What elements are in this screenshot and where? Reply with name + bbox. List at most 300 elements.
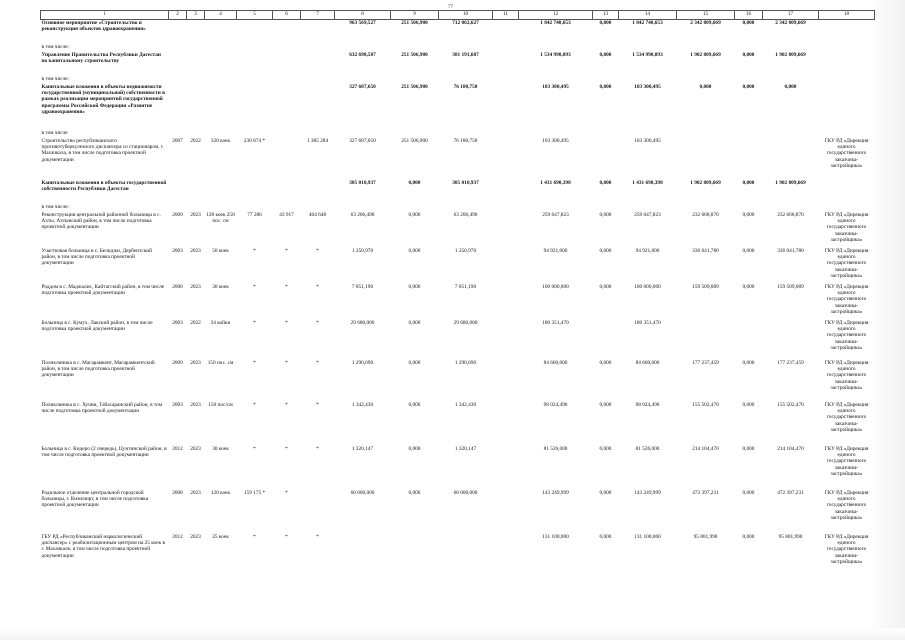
table-cell: [593, 138, 619, 180]
table-cell: [301, 130, 335, 138]
table-cell: [493, 138, 519, 180]
table-cell: [493, 248, 519, 284]
row-label: Строительство республиканского противотуберкулезного диспансера со стационаром, г. Махачкала, в том числе подготовка проектной документации: [41, 137, 164, 163]
table-row: [41, 402, 875, 446]
table-cell: 143 249,999: [634, 489, 661, 496]
table-cell: 2023: [190, 211, 201, 218]
table-cell: 1 250,970: [351, 247, 374, 254]
table-cell: [819, 130, 875, 138]
table-cell: [819, 204, 875, 212]
table-cell: 1 431 690,398: [632, 179, 663, 186]
table-cell: [763, 130, 819, 138]
table-cell: 1 290,690: [454, 359, 477, 366]
table-cell: 43 917: [279, 211, 294, 218]
table-cell: [493, 20, 519, 44]
table-row: [41, 180, 875, 204]
table-cell: 251 506,900: [401, 83, 428, 90]
table-cell: [493, 76, 519, 84]
column-header: 18: [819, 11, 875, 20]
column-header: 11: [493, 11, 519, 20]
table-cell: [205, 44, 237, 52]
table-cell: 1 842 740,653: [540, 20, 571, 26]
table-cell: 712 062,627: [452, 20, 479, 26]
table-cell: [169, 204, 187, 212]
column-header: 2: [169, 11, 187, 20]
table-cell: [619, 130, 677, 138]
table-cell: 150 пос. см: [207, 359, 234, 366]
table-cell: [335, 76, 391, 84]
column-header: 14: [619, 11, 677, 20]
table-cell: [237, 20, 273, 44]
table-cell: 29 680,000: [453, 319, 478, 326]
table-cell: 1 342,430: [454, 401, 477, 408]
table-cell: 100 000,000: [634, 283, 661, 290]
table-cell: 232 668,870: [777, 211, 804, 218]
table-cell: *: [316, 283, 319, 290]
table-cell: 0,000: [742, 445, 755, 452]
table-row: [41, 212, 875, 248]
table-cell: [187, 180, 205, 204]
table-cell: [677, 130, 735, 138]
table-cell: 0,000: [742, 401, 755, 408]
table-cell: [735, 204, 763, 212]
table-cell: [763, 320, 819, 360]
table-cell: [187, 130, 205, 138]
table-cell: *: [316, 319, 319, 326]
row-label: Роддом в с. Маджалис, Кайтагский район, в том числе подготовка проектной документации: [41, 283, 165, 296]
table-cell: 0,000: [742, 533, 755, 540]
table-row: [41, 284, 875, 320]
table-cell: [391, 130, 439, 138]
table-cell: 0,000: [408, 211, 421, 218]
table-cell: 0,000: [742, 179, 755, 186]
row-label: Родильное отделение центральной городской больницы, г. Кизилюрт, в том числе подготовка проектной документации: [41, 489, 149, 509]
table-row: [41, 446, 875, 490]
table-cell: [439, 130, 493, 138]
table-cell: 2022: [190, 319, 201, 326]
table-cell: 1 902 809,669: [775, 51, 806, 58]
table-cell: 0,000: [408, 359, 421, 366]
table-cell: [205, 20, 237, 44]
column-header: 6: [273, 11, 301, 20]
table-cell: 2023: [190, 533, 201, 540]
table-cell: 2009: [172, 359, 183, 366]
table-cell: ГКУ РД «Дирекция единого государственного заказчика-застройщика»: [824, 533, 869, 566]
row-label: Поликлиника в с. Магарамкент, Магарамкентский район, в том числе подготовка проектной документации: [41, 359, 155, 379]
table-cell: [493, 402, 519, 446]
table-cell: 63 206,490: [350, 211, 375, 218]
table-cell: 0,000: [599, 401, 612, 408]
table-cell: 320 коек: [210, 137, 231, 144]
table-cell: [169, 20, 187, 44]
table-cell: [593, 130, 619, 138]
table-cell: [205, 52, 237, 76]
table-cell: 0,000: [742, 283, 755, 290]
table-cell: 2012: [172, 533, 183, 540]
table-cell: [169, 180, 187, 204]
table-cell: *: [285, 445, 288, 452]
table-cell: [273, 130, 301, 138]
column-header: 7: [301, 11, 335, 20]
table-body: [41, 20, 875, 578]
table-cell: [493, 534, 519, 578]
table-cell: 0,000: [599, 179, 612, 186]
table-cell: 251 506,900: [401, 20, 428, 26]
column-header: 8: [335, 11, 391, 20]
table-cell: [205, 130, 237, 138]
table-cell: [301, 76, 335, 84]
table-cell: 0,000: [599, 359, 612, 366]
table-cell: 2012: [172, 445, 183, 452]
table-cell: 180 351,470: [542, 319, 569, 326]
table-cell: [493, 446, 519, 490]
table-cell: [301, 490, 335, 534]
table-cell: *: [253, 533, 256, 540]
table-cell: *: [285, 359, 288, 366]
table-cell: [493, 360, 519, 402]
column-header: 12: [519, 11, 593, 20]
table-cell: 77 286: [247, 211, 262, 218]
row-label: Капитальные вложения в объекты недвижимости государственной (муниципальной) собственности в рамках реализации мероприятий государственной программы Российской Федерации «Развитие здравоохранения»: [41, 83, 165, 116]
table-cell: [819, 20, 875, 44]
table-cell: 30 коек: [212, 445, 229, 452]
table-cell: 60 000,000: [453, 489, 478, 496]
table-cell: 1 534 990,893: [632, 51, 663, 58]
table-row: [41, 52, 875, 76]
table-cell: ГКУ РД «Дирекция единого государственного заказчика-застройщика»: [824, 211, 869, 244]
row-label: Поликлиника в с. Хучни, Табасаранский район, в том числе подготовка проектной документации: [41, 401, 163, 414]
table-cell: [169, 52, 187, 76]
column-header: 4: [205, 11, 237, 20]
table-cell: 0,000: [408, 179, 421, 186]
table-cell: *: [285, 489, 288, 496]
table-cell: [335, 534, 391, 578]
table-cell: 0,000: [599, 83, 612, 90]
table-cell: 1 250,970: [454, 247, 477, 254]
table-cell: ГКУ РД «Дирекция единого государственного заказчика-застройщика»: [824, 401, 869, 434]
table-cell: [677, 76, 735, 84]
table-cell: [187, 84, 205, 130]
table-cell: [273, 84, 301, 130]
table-cell: *: [316, 533, 319, 540]
table-cell: [237, 44, 273, 52]
table-cell: 2008: [172, 283, 183, 290]
table-cell: 1 902 809,669: [775, 179, 806, 186]
table-cell: *: [285, 247, 288, 254]
table-cell: [493, 52, 519, 76]
row-label: Основное мероприятие «Строительство и реконструкция объектов здравоохранения»: [41, 20, 146, 33]
table-cell: 2023: [190, 359, 201, 366]
table-cell: 180 351,470: [634, 319, 661, 326]
table-cell: [335, 44, 391, 52]
table-row: [41, 76, 875, 84]
table-cell: [237, 130, 273, 138]
table-cell: [619, 44, 677, 52]
table-cell: 1 320,147: [351, 445, 374, 452]
table-cell: [237, 52, 273, 76]
table-cell: 29 680,000: [350, 319, 375, 326]
table-cell: 98 024,496: [635, 401, 660, 408]
table-cell: 2008: [172, 489, 183, 496]
table-cell: [763, 76, 819, 84]
table-cell: 0,000: [599, 211, 612, 218]
table-cell: [301, 52, 335, 76]
table-cell: 1 902 809,669: [690, 51, 721, 58]
table-cell: 2023: [190, 401, 201, 408]
table-cell: 81 526,000: [635, 445, 660, 452]
table-cell: 305 010,937: [349, 179, 376, 186]
column-header: 17: [763, 11, 819, 20]
table-cell: *: [253, 401, 256, 408]
table-cell: [187, 76, 205, 84]
table-cell: [493, 212, 519, 248]
table-cell: [593, 44, 619, 52]
table-row: [41, 84, 875, 130]
table-cell: [301, 84, 335, 130]
table-row: [41, 44, 875, 52]
table-cell: [493, 320, 519, 360]
table-cell: [391, 44, 439, 52]
table-cell: [205, 180, 237, 204]
table-cell: 100 000,000: [542, 283, 569, 290]
table-cell: 0,000: [599, 20, 612, 26]
table-cell: 0,000: [599, 283, 612, 290]
row-label: в том числе: [41, 129, 68, 136]
table-cell: 0,000: [599, 489, 612, 496]
table-cell: 1 842 740,653: [632, 20, 663, 26]
table-cell: ГКУ РД «Дирекция единого государственного заказчика-застройщика»: [824, 319, 869, 352]
table-cell: 336 041,780: [777, 247, 804, 254]
table-cell: 0,000: [408, 489, 421, 496]
table-cell: [763, 138, 819, 180]
table-cell: 159 509,089: [777, 283, 804, 290]
table-cell: [593, 320, 619, 360]
table-row: [41, 248, 875, 284]
table-cell: [205, 76, 237, 84]
table-cell: 1 902 809,669: [690, 179, 721, 186]
table-cell: 2007: [172, 137, 183, 144]
table-cell: [273, 180, 301, 204]
table-cell: [335, 130, 391, 138]
table-cell: *: [316, 445, 319, 452]
table-cell: 305 010,937: [452, 179, 479, 186]
table-cell: 0,000: [784, 83, 797, 90]
table-cell: 131 100,000: [634, 533, 661, 540]
table-cell: 84 660,000: [635, 359, 660, 366]
table-cell: [493, 130, 519, 138]
table-cell: 404 648: [308, 211, 327, 218]
table-cell: [301, 180, 335, 204]
table-cell: ГКУ РД «Дирекция единого государственного заказчика-застройщика»: [824, 137, 869, 170]
table-cell: 1 342,430: [351, 401, 374, 408]
table-cell: ГКУ РД «Дирекция единого государственного заказчика-застройщика»: [824, 489, 869, 522]
table-cell: 95 801,990: [778, 533, 803, 540]
table-cell: 963 569,527: [349, 20, 376, 26]
table-cell: 76 180,750: [453, 137, 478, 144]
table-cell: [593, 204, 619, 212]
table-cell: [439, 534, 493, 578]
column-header: 16: [735, 11, 763, 20]
table-cell: 2009: [172, 211, 183, 218]
table-cell: [519, 44, 593, 52]
table-cell: *: [316, 359, 319, 366]
table-cell: [169, 84, 187, 130]
table-cell: [273, 138, 301, 180]
table-cell: [187, 204, 205, 212]
table-cell: *: [316, 247, 319, 254]
row-label: Капитальные вложения в объекты государственной собственности Республики Дагестан: [41, 179, 167, 192]
table-cell: 120 коек: [210, 489, 231, 496]
table-cell: [187, 52, 205, 76]
row-label: Больница в с. Кидеро (2 очередь), Цунтинский район, в том числе подготовка проектной документации: [41, 445, 167, 458]
table-cell: 177 237,459: [692, 359, 719, 366]
table-cell: 0,000: [742, 489, 755, 496]
table-cell: [619, 204, 677, 212]
table-cell: 0,000: [742, 247, 755, 254]
table-cell: 34 койки: [210, 319, 231, 326]
table-cell: *: [253, 445, 256, 452]
table-cell: [819, 52, 875, 76]
table-cell: [493, 180, 519, 204]
table-cell: [735, 44, 763, 52]
table-cell: 1 534 990,893: [540, 51, 571, 58]
table-cell: [187, 20, 205, 44]
table-cell: 2023: [190, 283, 201, 290]
table-cell: 50 коек: [212, 247, 229, 254]
table-cell: [677, 204, 735, 212]
row-label: Реконструкция центральной районной больницы в с. Ахты, Ахтынский район, в том числе подготовка проектной документации: [41, 211, 161, 231]
table-cell: 251 506,900: [401, 51, 428, 58]
table-cell: 2023: [190, 247, 201, 254]
row-label: Участковая больница в с. Белиджи, Дербентский район, в том числе подготовка проектной документации: [41, 247, 152, 267]
table-cell: 150 пос/см: [208, 401, 233, 408]
table-cell: 2003: [172, 247, 183, 254]
table-cell: [819, 76, 875, 84]
table-cell: 0,000: [742, 359, 755, 366]
table-cell: 0,000: [599, 533, 612, 540]
table-cell: 155 502,470: [692, 401, 719, 408]
table-cell: [205, 84, 237, 130]
table-cell: [763, 204, 819, 212]
table-cell: [593, 76, 619, 84]
table-cell: 214 104,470: [777, 445, 804, 452]
table-cell: [205, 204, 237, 212]
table-row: [41, 360, 875, 402]
table-cell: 214 104,470: [692, 445, 719, 452]
table-row: [41, 130, 875, 138]
table-cell: 2023: [190, 489, 201, 496]
table-row: [41, 320, 875, 360]
table-cell: 7 851,190: [454, 283, 477, 290]
table-row: [41, 20, 875, 44]
table-cell: 251 506,900: [401, 137, 428, 144]
table-cell: [273, 44, 301, 52]
table-cell: [735, 76, 763, 84]
table-cell: [819, 180, 875, 204]
table-cell: [677, 320, 735, 360]
table-cell: 94 921,000: [543, 247, 568, 254]
table-cell: [677, 138, 735, 180]
table-cell: [439, 204, 493, 212]
table-cell: [391, 204, 439, 212]
table-cell: 143 249,999: [542, 489, 569, 496]
row-label: Управление Правительства Республики Дагестан по капитальному строительству: [41, 51, 161, 64]
table-row: [41, 138, 875, 180]
table-row: [41, 490, 875, 534]
table-cell: 159 175 *: [243, 489, 266, 496]
table-cell: [237, 84, 273, 130]
table-cell: ГКУ РД «Дирекция единого государственного заказчика-застройщика»: [824, 247, 869, 280]
table-cell: [187, 44, 205, 52]
table-cell: *: [253, 283, 256, 290]
table-cell: *: [253, 359, 256, 366]
table-cell: [301, 204, 335, 212]
table-cell: [273, 204, 301, 212]
table-cell: [493, 284, 519, 320]
table-cell: [391, 76, 439, 84]
table-cell: *: [253, 319, 256, 326]
table-cell: 0,000: [408, 401, 421, 408]
table-cell: [439, 76, 493, 84]
table-cell: 2003: [172, 401, 183, 408]
table-cell: [819, 44, 875, 52]
table-cell: 95 801,990: [693, 533, 718, 540]
table-cell: [301, 44, 335, 52]
table-cell: [391, 534, 439, 578]
table-cell: [169, 76, 187, 84]
table-cell: *: [285, 533, 288, 540]
table-cell: 60 000,000: [350, 489, 375, 496]
table-cell: 0,000: [408, 319, 421, 326]
column-header: 3: [187, 11, 205, 20]
table-row: [41, 204, 875, 212]
table-cell: [735, 138, 763, 180]
table-cell: 336 041,780: [692, 247, 719, 254]
table-cell: 0,000: [599, 247, 612, 254]
table-cell: 1 320,147: [454, 445, 477, 452]
table-cell: 327 687,650: [349, 83, 376, 90]
table-cell: 98 024,496: [543, 401, 568, 408]
table-cell: *: [285, 401, 288, 408]
table-cell: [519, 130, 593, 138]
table-cell: [169, 130, 187, 138]
table-cell: *: [316, 401, 319, 408]
table-cell: 7 851,190: [351, 283, 374, 290]
table-cell: *: [253, 247, 256, 254]
row-label: в том числе:: [41, 43, 70, 50]
row-label: Больница в с. Кумух, Лакский район, в том числе подготовка проектной документации: [41, 319, 153, 332]
table-cell: 103 300,495: [542, 83, 569, 90]
table-cell: ГКУ РД «Дирекция единого государственного заказчика-застройщика»: [824, 283, 869, 316]
column-header: 1: [41, 11, 169, 20]
table-cell: [619, 76, 677, 84]
table-cell: 2023: [190, 445, 201, 452]
table-cell: ГКУ РД «Дирекция единого государственного заказчика-застройщика»: [824, 359, 869, 392]
table-cell: 103 300,495: [634, 137, 661, 144]
table-cell: [493, 490, 519, 534]
column-header: 15: [677, 11, 735, 20]
table-cell: 103 300,495: [542, 137, 569, 144]
table-cell: [735, 320, 763, 360]
row-label: в том числе:: [41, 75, 70, 82]
table-cell: 76 180,750: [453, 83, 478, 90]
budget-table: [40, 10, 875, 578]
table-cell: 327 687,650: [349, 137, 376, 144]
table-cell: 0,000: [408, 247, 421, 254]
table-cell: [519, 76, 593, 84]
table-cell: 0,000: [699, 83, 712, 90]
column-header: 9: [391, 11, 439, 20]
